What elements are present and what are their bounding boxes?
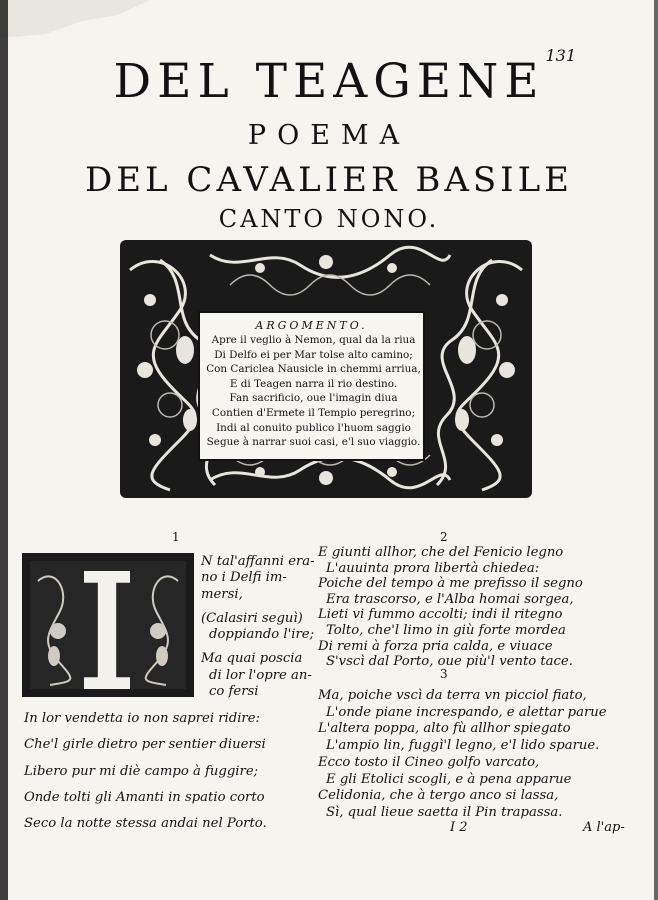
verse-line: (Calasiri seguì) <box>201 610 303 626</box>
page-number: 131 <box>545 46 576 65</box>
verse-line: Onde tolti gli Amanti in spatio corto <box>24 789 265 805</box>
verse-line: Ma quai poscia <box>201 651 303 667</box>
catchword: A l'ap- <box>583 820 625 835</box>
verse-line: no i Delfi im- <box>201 570 287 586</box>
stanza-number-1: 1 <box>172 530 180 544</box>
verse-line: di lor l'opre an- <box>209 667 312 683</box>
argomento-line: Con Cariclea Nausicle in chemmi arriua, <box>206 363 421 376</box>
title-line-3: DEL CAVALIER BASILE <box>84 160 574 200</box>
verse-line: co fersi <box>209 684 259 700</box>
verse-line: E giunti allhor, che del Fenicio legno <box>318 545 564 560</box>
title-line-2: POEMA <box>247 120 411 151</box>
verse-line: L'onde piane increspando, e alettar parue <box>326 704 607 720</box>
stanza-2 <box>318 545 583 670</box>
verse-line: Era trascorso, e l'Alba homai sorgea, <box>326 591 574 607</box>
torn-corner <box>0 0 150 38</box>
verse-line: L'ampio lin, fuggì'l legno, e'l lido sparue. <box>326 738 600 754</box>
verse-line: mersi, <box>201 586 243 602</box>
verse-line: Ecco tosto il Cineo golfo varcato, <box>318 754 540 770</box>
stanza-3 <box>318 688 607 822</box>
verse-line: E gli Etolici scogli, e à pena apparue <box>326 771 572 787</box>
argomento-line: Fan sacrificio, oue l'imagin diua <box>229 392 398 405</box>
argomento-lines <box>206 333 421 450</box>
verse-line: Lieti vi fummo accolti; indi il ritegno <box>318 607 563 623</box>
verse-line: Libero pur mi diè campo à fuggire; <box>24 763 259 779</box>
argomento-line: Di Delfo ei per Mar tolse alto camino; <box>214 348 413 361</box>
verse-line: doppiando l'ire; <box>209 627 315 643</box>
stanza-number-2: 2 <box>440 530 448 544</box>
verse-line: Ma, poiche vscì da terra vn picciol fiato, <box>318 688 587 703</box>
decorated-initial <box>22 553 194 697</box>
verse-line: Tolto, che'l limo in giù forte mordea <box>326 622 566 638</box>
verse-line: Che'l girle dietro per sentier diuersi <box>24 737 266 753</box>
argomento-box <box>198 311 425 461</box>
title-line-4: CANTO NONO. <box>218 205 440 233</box>
argomento-line: Indi al conuito publico l'huom saggio <box>216 421 411 434</box>
verse-line: N tal'affanni era- <box>201 554 315 569</box>
verse-line: Poiche del tempo à me prefisso il segno <box>318 576 583 592</box>
argomento-line: Contien d'Ermete il Tempio peregrino; <box>211 406 416 419</box>
argomento-line: Apre il veglio à Nemon, qual da la riua <box>211 334 416 346</box>
stanza-1-top <box>201 554 315 700</box>
verse-line: S'vscì dal Porto, oue più'l vento tace. <box>326 654 573 670</box>
stanza-1-bottom <box>24 706 267 837</box>
argomento-line: Segue à narrar suoi casi, e'l suo viaggio. <box>206 436 421 449</box>
argomento-title: ARGOMENTO. <box>255 319 368 332</box>
verse-line: Sì, qual lieue saetta il Pin trapassa. <box>326 804 563 820</box>
verse-line: Di remi à forza pria calda, e viuace <box>318 638 553 654</box>
verse-line: L'altera poppa, alto fù allhor spiegato <box>318 721 571 737</box>
title-line-1: DEL TEAGENE <box>113 54 545 109</box>
signature-mark: I 2 <box>450 820 468 835</box>
argomento-line: E di Teagen narra il rio destino. <box>229 377 398 390</box>
verse-line: Celidonia, che à tergo anco si lassa, <box>318 788 559 804</box>
verse-line: In lor vendetta io non saprei ridire: <box>24 711 260 726</box>
verse-line: Seco la notte stessa andai nel Porto. <box>24 816 267 832</box>
verse-line: L'auuinta prora libertà chiedea: <box>326 560 540 576</box>
initial-ornament <box>30 561 186 689</box>
stanza-number-3: 3 <box>440 667 448 681</box>
